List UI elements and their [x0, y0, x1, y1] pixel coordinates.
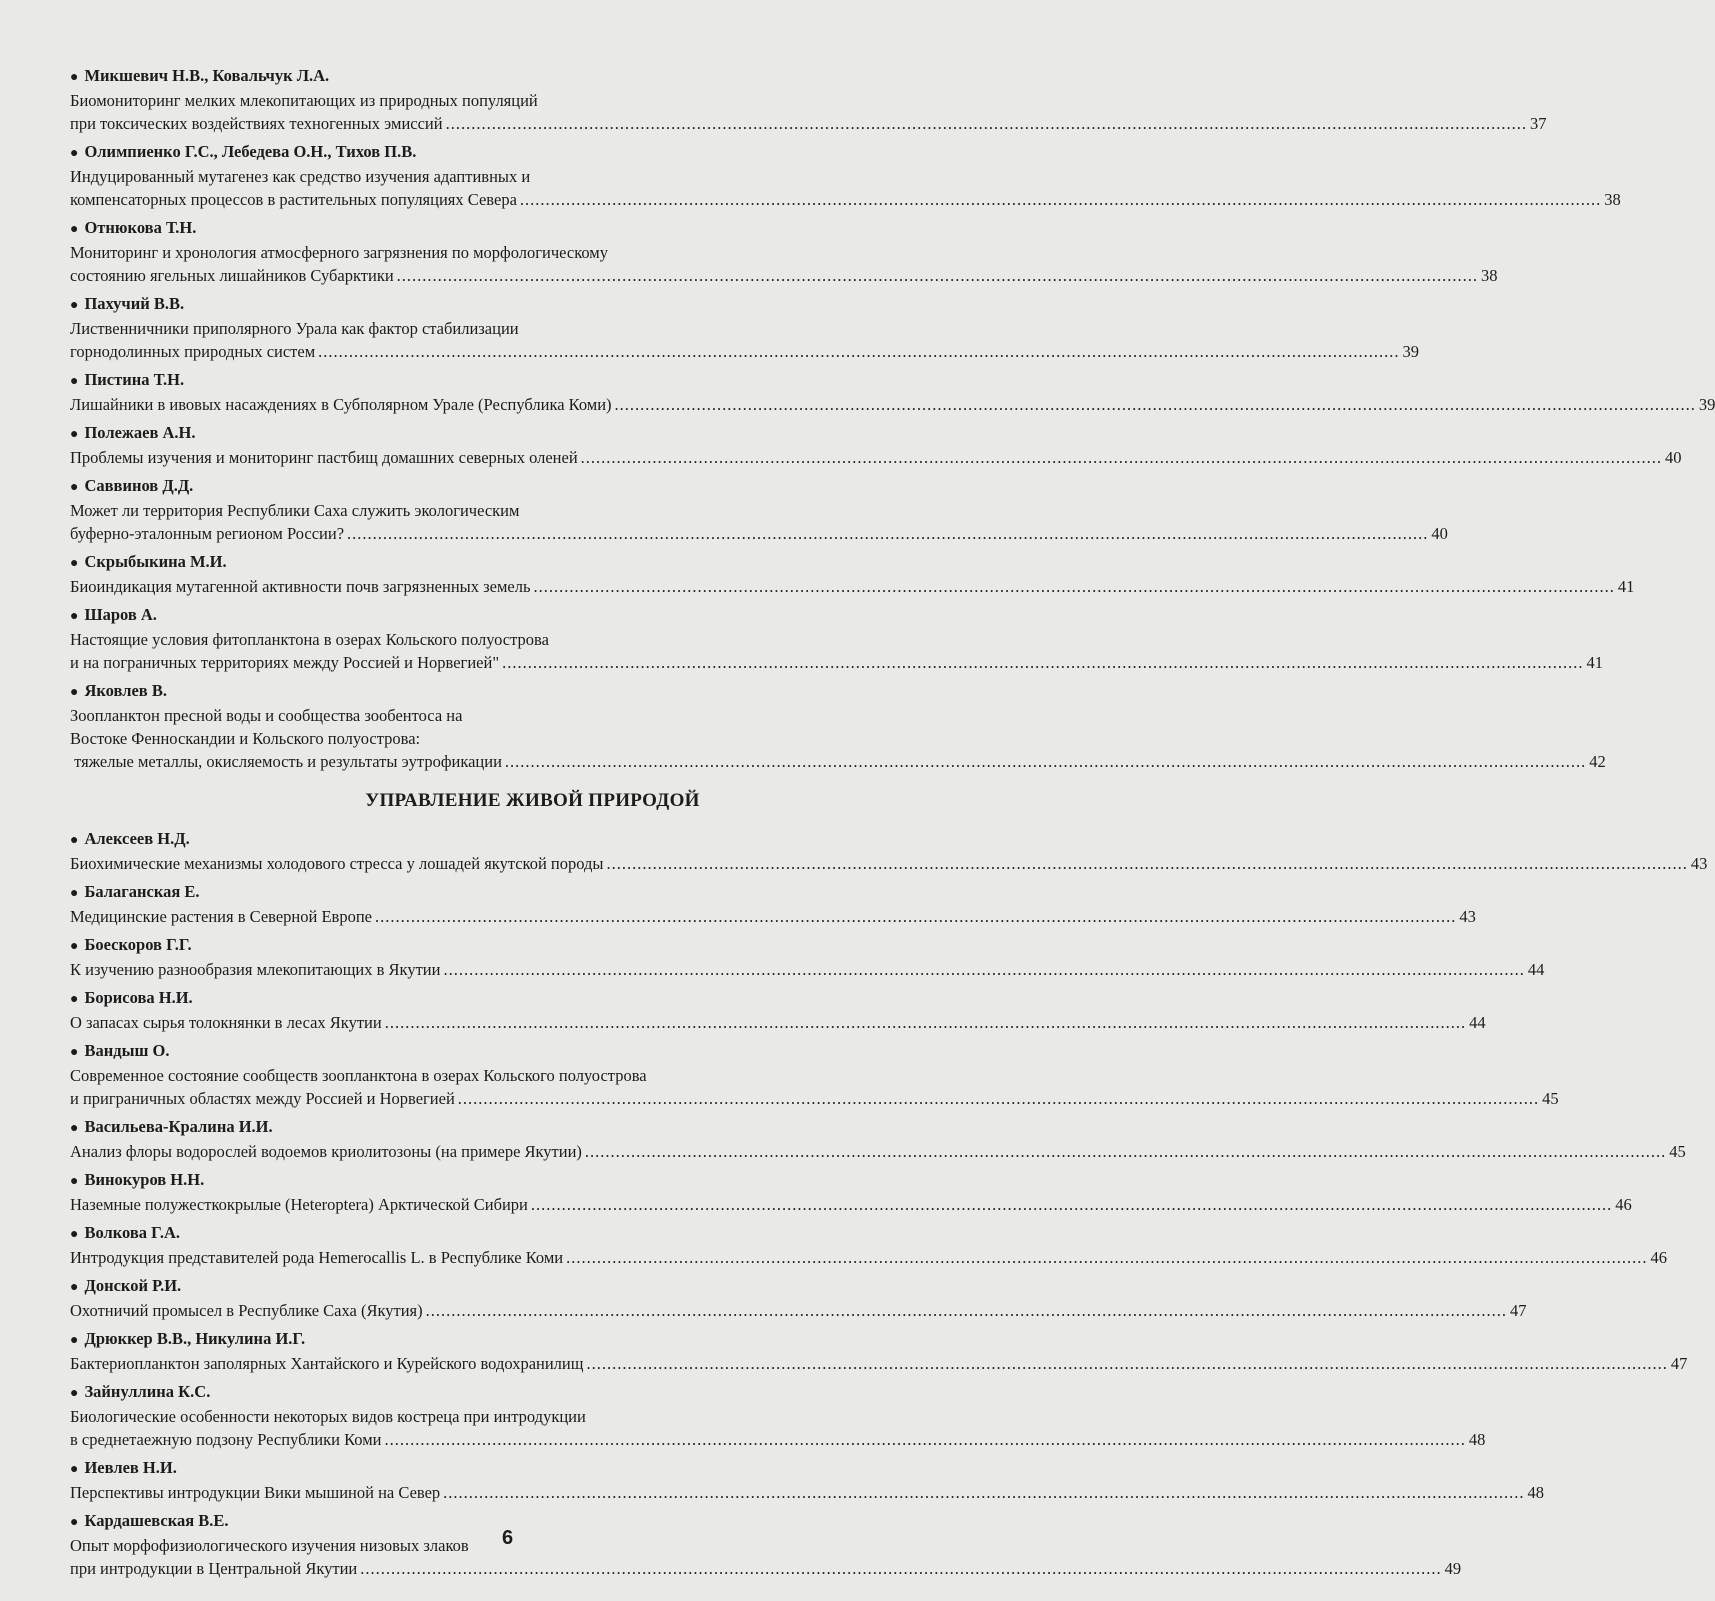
author-name: Кардашевская В.Е. [84, 1511, 229, 1530]
entry-title-line [70, 89, 995, 112]
bullet-icon: ● [70, 685, 79, 700]
entry-author [70, 603, 995, 628]
entry-title-line [70, 446, 1682, 469]
title-text: Бактериопланктон заполярных Хантайского и Курейского водохранилищ [70, 1354, 584, 1373]
entry-author [70, 679, 995, 704]
entry-title-line [70, 393, 1715, 416]
entry-author [70, 986, 995, 1011]
title-text: при токсических воздействиях техногенных эмиссий [70, 114, 443, 133]
entry-page-number: 46 [1615, 1195, 1632, 1214]
entry-author [70, 292, 995, 317]
leader-dots: ................................................................................................................................................................................................................... [384, 1013, 1467, 1032]
toc-entry [70, 1221, 1667, 1269]
author-name: Волкова Г.А. [84, 1223, 180, 1242]
bullet-icon: ● [70, 886, 79, 901]
entry-author [70, 140, 995, 165]
entry-title-line [70, 1064, 995, 1087]
toc-entry [70, 216, 1498, 287]
leader-dots: ................................................................................................................................................................................................................... [502, 653, 1584, 672]
author-name: Олимпиенко Г.С., Лебедева О.Н., Тихов П.В. [84, 142, 417, 161]
bullet-icon: ● [70, 1462, 79, 1477]
author-name: Скрыбыкина М.И. [84, 552, 227, 571]
title-text: Опыт морфофизиологического изучения низовых злаков [70, 1536, 469, 1555]
title-text: Зоопланктон пресной воды и сообщества зообентоса на [70, 706, 463, 725]
entry-title-line [70, 704, 995, 727]
bullet-icon: ● [70, 1515, 79, 1530]
entry-title-line [70, 905, 1476, 928]
leader-dots: ................................................................................................................................................................................................................... [443, 960, 1525, 979]
bullet-icon: ● [70, 222, 79, 237]
bullet-icon: ● [70, 146, 79, 161]
leader-dots: ................................................................................................................................................................................................................... [530, 1195, 1613, 1214]
entry-title-line [70, 750, 1606, 773]
title-text: в среднетаежную подзону Республики Коми [70, 1430, 382, 1449]
entry-page-number: 39 [1698, 395, 1715, 414]
entry-page-number: 43 [1459, 907, 1476, 926]
author-name: Полежаев А.Н. [84, 423, 196, 442]
bullet-icon: ● [70, 556, 79, 571]
toc-entry [70, 1274, 1527, 1322]
author-name: Донской Р.И. [84, 1276, 182, 1295]
toc-entry [70, 140, 1621, 211]
author-name: Дрюккер В.В., Никулина И.Г. [84, 1329, 306, 1348]
author-name: Зайнуллина К.С. [84, 1382, 211, 1401]
entry-author [70, 933, 995, 958]
title-text: Проблемы изучения и мониторинг пастбищ домашних северных оленей [70, 448, 578, 467]
entry-author [70, 1168, 995, 1193]
bullet-icon: ● [70, 1333, 79, 1348]
toc-entry [70, 986, 1486, 1034]
title-text: Биологические особенности некоторых видов костреца при интродукции [70, 1407, 586, 1426]
bullet-icon: ● [70, 833, 79, 848]
entry-page-number: 37 [1529, 114, 1547, 133]
entry-title-line [70, 340, 1420, 363]
bullet-icon: ● [70, 374, 79, 389]
entry-title-line [70, 499, 995, 522]
author-name: Микшевич Н.В., Ковальчук Л.А. [84, 66, 330, 85]
entry-author [70, 880, 995, 905]
author-name: Борисова Н.И. [84, 988, 193, 1007]
entry-page-number: 48 [1468, 1430, 1486, 1449]
entry-author [70, 1274, 995, 1299]
title-text: Лиственничники приполярного Урала как фактор стабилизации [70, 319, 519, 338]
bullet-icon: ● [70, 609, 79, 624]
author-name: Пистина Т.Н. [84, 370, 185, 389]
entry-author [70, 550, 995, 575]
title-text: Перспективы интродукции Вики мышиной на Север [70, 1483, 441, 1502]
title-text: и приграничных областях между Россией и Норвегией [70, 1089, 455, 1108]
leader-dots: ................................................................................................................................................................................................................... [580, 448, 1663, 467]
bullet-icon: ● [70, 1227, 79, 1242]
bullet-icon: ● [70, 70, 79, 85]
entry-title-line [70, 1428, 1486, 1451]
title-text: Востоке Фенноскандии и Кольского полуострова: [70, 729, 421, 748]
table-of-contents [70, 64, 1715, 1585]
leader-dots: ................................................................................................................................................................................................................... [443, 1483, 1525, 1502]
title-text: Биоиндикация мутагенной активности почв загрязненных земель [70, 577, 531, 596]
page-number: 6 [501, 1527, 514, 1549]
author-name: Алексеев Н.Д. [84, 829, 190, 848]
title-text: Интродукция представителей рода Hemerocallis L. в Республике Коми [70, 1248, 564, 1267]
title-text: и на пограничных территориях между Россией и Норвегией" [70, 653, 500, 672]
toc-entry [70, 550, 1635, 598]
bullet-icon: ● [70, 1174, 79, 1189]
bullet-icon: ● [70, 1386, 79, 1401]
entry-title-line [70, 1352, 1688, 1375]
author-name: Отнюкова Т.Н. [84, 218, 197, 237]
bullet-icon: ● [70, 1045, 79, 1060]
entry-title-line [70, 628, 995, 651]
entry-page-number: 49 [1444, 1559, 1462, 1578]
entry-page-number: 41 [1586, 653, 1603, 672]
title-text: горнодолинных природных систем [70, 342, 316, 361]
entry-title-line [70, 165, 995, 188]
entry-page-number: 40 [1665, 448, 1682, 467]
title-text: Охотничий промысел в Республике Саха (Якутия) [70, 1301, 423, 1320]
entry-author [70, 216, 995, 241]
bullet-icon: ● [70, 1121, 79, 1136]
entry-title-line [70, 1481, 1545, 1504]
entry-title-line [70, 241, 995, 264]
toc-entry [70, 827, 1708, 875]
entry-page-number: 43 [1690, 854, 1708, 873]
leader-dots: ................................................................................................................................................................................................................... [584, 1142, 1667, 1161]
leader-dots: ................................................................................................................................................................................................................... [519, 190, 1602, 209]
entry-title-line [70, 1405, 995, 1428]
entry-title-line [70, 1246, 1667, 1269]
entry-title-line [70, 651, 1603, 674]
entry-author [70, 1327, 995, 1352]
entry-page-number: 47 [1670, 1354, 1688, 1373]
title-text: Анализ флоры водорослей водоемов криолитозоны (на примере Якутии) [70, 1142, 582, 1161]
author-name: Вандыш О. [84, 1041, 170, 1060]
toc-entry [70, 1168, 1632, 1216]
entry-title-line [70, 317, 995, 340]
bullet-icon: ● [70, 1280, 79, 1295]
leader-dots: ................................................................................................................................................................................................................... [425, 1301, 1508, 1320]
author-name: Пахучий В.В. [84, 294, 185, 313]
toc-entry [70, 1039, 1559, 1110]
title-text: Медицинские растения в Северной Европе [70, 907, 372, 926]
leader-dots: ................................................................................................................................................................................................................... [374, 907, 1457, 926]
author-name: Васильева-Кралина И.И. [84, 1117, 273, 1136]
leader-dots: ................................................................................................................................................................................................................... [614, 395, 1696, 414]
leader-dots: ................................................................................................................................................................................................................... [457, 1089, 1540, 1108]
toc-entry [70, 933, 1545, 981]
title-text: Может ли территория Республики Саха служить экологическим [70, 501, 520, 520]
entry-author [70, 368, 995, 393]
entry-page-number: 42 [1589, 752, 1606, 771]
toc-entry [70, 880, 1476, 928]
entry-author [70, 64, 995, 89]
leader-dots: ................................................................................................................................................................................................................... [504, 752, 1587, 771]
entry-author [70, 1456, 995, 1481]
toc-entry [70, 421, 1682, 469]
title-text: Биохимические механизмы холодового стресса у лошадей якутской породы [70, 854, 604, 873]
entry-title-line [70, 1140, 1686, 1163]
entries-list-a [70, 64, 1715, 773]
author-name: Винокуров Н.Н. [84, 1170, 205, 1189]
entry-page-number: 48 [1527, 1483, 1545, 1502]
title-text: при интродукции в Центральной Якутии [70, 1559, 358, 1578]
entry-page-number: 38 [1604, 190, 1621, 209]
title-text: Настоящие условия фитопланктона в озерах Кольского полуострова [70, 630, 549, 649]
bullet-icon: ● [70, 480, 79, 495]
entry-title-line [70, 958, 1545, 981]
entry-author [70, 474, 995, 499]
toc-entry [70, 679, 1606, 773]
leader-dots: ................................................................................................................................................................................................................... [566, 1248, 1648, 1267]
entry-title-line [70, 1087, 1559, 1110]
title-text: Мониторинг и хронология атмосферного загрязнения по морфологическому [70, 243, 608, 262]
toc-entry [70, 1327, 1688, 1375]
leader-dots: ................................................................................................................................................................................................................... [533, 577, 1615, 596]
title-text: К изучению разнообразия млекопитающих в Якутии [70, 960, 441, 979]
entry-title-line [70, 1193, 1632, 1216]
title-text: состоянию ягельных лишайников Субарктики [70, 266, 394, 285]
entry-page-number: 47 [1510, 1301, 1527, 1320]
leader-dots: ................................................................................................................................................................................................................... [606, 854, 1688, 873]
title-text: Биомониторинг мелких млекопитающих из природных популяций [70, 91, 538, 110]
author-name: Саввинов Д.Д. [84, 476, 194, 495]
bullet-icon: ● [70, 939, 79, 954]
title-text: О запасах сырья толокнянки в лесах Якутии [70, 1013, 382, 1032]
entry-page-number: 44 [1527, 960, 1545, 979]
entry-author [70, 1221, 995, 1246]
entry-page-number: 39 [1402, 342, 1420, 361]
toc-entry [70, 1115, 1686, 1163]
author-name: Иевлев Н.И. [84, 1458, 177, 1477]
toc-entry [70, 1380, 1486, 1451]
entry-author [70, 1115, 995, 1140]
entry-title-line [70, 575, 1635, 598]
entry-page-number: 40 [1431, 524, 1448, 543]
leader-dots: ................................................................................................................................................................................................................... [396, 266, 1479, 285]
title-text: буферно-эталонным регионом России? [70, 524, 345, 543]
entries-list-b [70, 827, 1708, 1580]
leader-dots: ................................................................................................................................................................................................................... [347, 524, 1429, 543]
title-text: Наземные полужесткокрылые (Heteroptera) Арктической Сибири [70, 1195, 528, 1214]
entry-author [70, 1039, 995, 1064]
author-name: Балаганская Е. [84, 882, 200, 901]
entry-page-number: 46 [1650, 1248, 1667, 1267]
toc-entry [70, 368, 1715, 416]
section-heading: УПРАВЛЕНИЕ ЖИВОЙ ПРИРОДОЙ [365, 790, 700, 811]
toc-entry [70, 292, 1420, 363]
entry-page-number: 44 [1469, 1013, 1486, 1032]
leader-dots: ................................................................................................................................................................................................................... [318, 342, 1400, 361]
entry-author [70, 827, 995, 852]
entry-title-line [70, 188, 1621, 211]
title-text: Индуцированный мутагенез как средство изучения адаптивных и [70, 167, 531, 186]
title-text: Современное состояние сообществ зоопланктона в озерах Кольского полуострова [70, 1066, 647, 1085]
entry-title-line [70, 1299, 1527, 1322]
toc-entry [70, 1456, 1545, 1504]
leader-dots: ................................................................................................................................................................................................................... [445, 114, 1527, 133]
bullet-icon: ● [70, 992, 79, 1007]
entry-title-line [70, 522, 1448, 545]
entry-title-line [70, 852, 1708, 875]
toc-entry [70, 474, 1448, 545]
entry-title-line [70, 112, 1547, 135]
leader-dots: ................................................................................................................................................................................................................... [360, 1559, 1442, 1578]
toc-entry [70, 603, 1603, 674]
author-name: Яковлев В. [84, 681, 167, 700]
title-text: Лишайники в ивовых насаждениях в Субполярном Урале (Республика Коми) [70, 395, 612, 414]
entry-title-line [70, 1011, 1486, 1034]
entry-page-number: 38 [1481, 266, 1498, 285]
leader-dots: ................................................................................................................................................................................................................... [384, 1430, 1466, 1449]
bullet-icon: ● [70, 298, 79, 313]
entry-page-number: 45 [1542, 1089, 1559, 1108]
author-name: Боескоров Г.Г. [84, 935, 192, 954]
entry-title-line [70, 727, 995, 750]
entry-title-line [70, 264, 1498, 287]
entry-page-number: 41 [1617, 577, 1635, 596]
entry-author [70, 1380, 995, 1405]
entry-page-number: 45 [1669, 1142, 1686, 1161]
entry-author [70, 421, 995, 446]
bullet-icon: ● [70, 427, 79, 442]
title-text: компенсаторных процессов в растительных популяциях Севера [70, 190, 517, 209]
title-text: тяжелые металлы, окисляемость и результаты эутрофикации [70, 752, 502, 771]
entry-title-line [70, 1557, 1462, 1580]
author-name: Шаров А. [84, 605, 157, 624]
leader-dots: ................................................................................................................................................................................................................... [586, 1354, 1668, 1373]
toc-entry [70, 64, 1547, 135]
